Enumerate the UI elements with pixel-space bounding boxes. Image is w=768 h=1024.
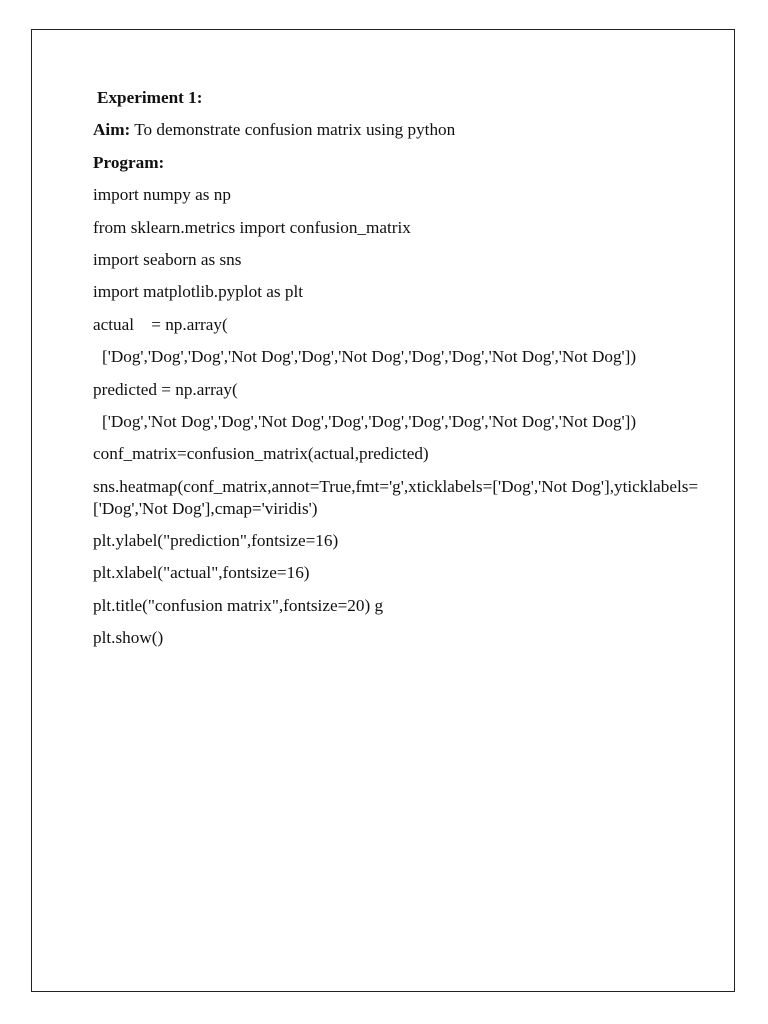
- code-line: actual = np.array(: [93, 314, 228, 334]
- program-label: Program:: [93, 152, 165, 172]
- code-line: conf_matrix=confusion_matrix(actual,predicted): [93, 444, 429, 464]
- code-line: plt.ylabel("prediction",fontsize=16): [93, 531, 339, 551]
- code-line: import numpy as np: [93, 185, 231, 205]
- aim-text: To demonstrate confusion matrix using python: [130, 120, 456, 140]
- code-line: import seaborn as sns: [93, 249, 242, 269]
- aim-label: Aim:: [93, 120, 131, 140]
- code-line: from sklearn.metrics import confusion_matrix: [93, 217, 411, 237]
- code-line: ['Dog','Dog','Dog','Not Dog','Dog','Not Dog','Dog','Dog','Not Dog','Not Dog']): [102, 347, 637, 367]
- aim-line: [93, 119, 713, 141]
- code-line: plt.xlabel("actual",fontsize=16): [93, 563, 310, 583]
- experiment-title: Experiment 1:: [97, 88, 203, 107]
- code-line: ['Dog','Not Dog','Dog','Not Dog','Dog','Dog','Dog','Dog','Not Dog','Not Dog']): [102, 411, 637, 431]
- code-line: plt.title("confusion matrix",fontsize=20) g: [93, 595, 384, 615]
- document-content: [93, 87, 713, 660]
- code-line: predicted = np.array(: [93, 379, 238, 399]
- code-line: plt.show(): [93, 628, 164, 648]
- code-line: sns.heatmap(conf_matrix,annot=True,fmt='g',xticklabels=['Dog','Not Dog'],yticklabels=['Dog','Not Dog'],cmap='viridis'): [93, 476, 699, 518]
- code-line: import matplotlib.pyplot as plt: [93, 282, 304, 302]
